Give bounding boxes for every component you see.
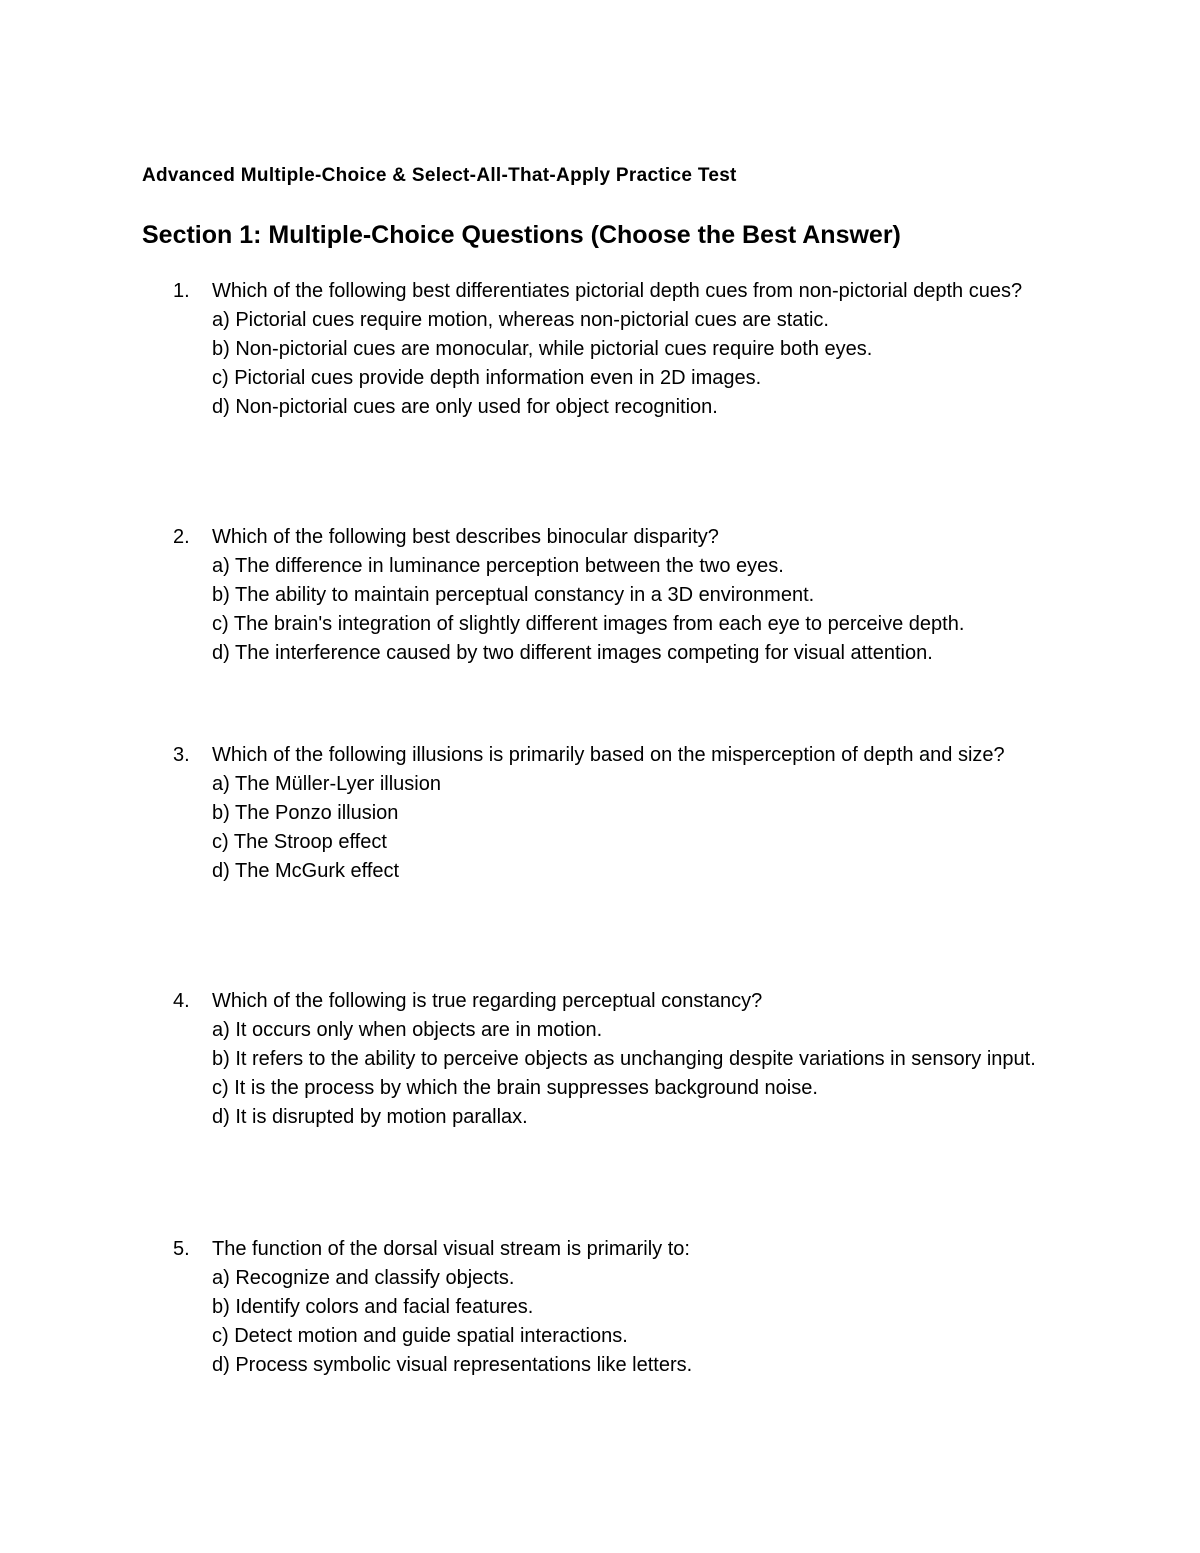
- section-heading: Section 1: Multiple-Choice Questions (Choose the Best Answer): [142, 221, 901, 249]
- question-body: [212, 277, 1062, 422]
- question-stem: The function of the dorsal visual stream is primarily to:: [212, 1238, 690, 1260]
- answer-option-b: b) The Ponzo illusion: [212, 802, 399, 824]
- answer-option-d: d) The McGurk effect: [212, 860, 400, 882]
- answer-option-a: a) It occurs only when objects are in motion.: [212, 1019, 603, 1041]
- question-body: [212, 1235, 1062, 1380]
- answer-option-b: b) The ability to maintain perceptual constancy in a 3D environment.: [212, 584, 815, 606]
- answer-option-a: a) Recognize and classify objects.: [212, 1267, 515, 1289]
- question-body: [212, 523, 1062, 668]
- answer-option-d: d) Process symbolic visual representations like letters.: [212, 1354, 693, 1376]
- answer-option-d: d) It is disrupted by motion parallax.: [212, 1106, 528, 1128]
- question-number: 5.: [173, 1238, 190, 1260]
- question-number: 1.: [173, 280, 190, 302]
- question-stem: Which of the following is true regarding perceptual constancy?: [212, 990, 763, 1012]
- answer-option-d: d) The interference caused by two different images competing for visual attention.: [212, 642, 933, 664]
- answer-option-a: a) Pictorial cues require motion, whereas non-pictorial cues are static.: [212, 309, 829, 331]
- answer-option-c: c) It is the process by which the brain suppresses background noise.: [212, 1077, 818, 1099]
- answer-option-c: c) The brain's integration of slightly different images from each eye to perceive depth.: [212, 613, 965, 635]
- question-number: 3.: [173, 744, 190, 766]
- answer-option-d: d) Non-pictorial cues are only used for object recognition.: [212, 396, 718, 418]
- answer-option-c: c) Pictorial cues provide depth information even in 2D images.: [212, 367, 762, 389]
- question-body: [212, 987, 1062, 1132]
- question-number: 4.: [173, 990, 190, 1012]
- answer-option-c: c) The Stroop effect: [212, 831, 387, 853]
- answer-option-b: b) It refers to the ability to perceive objects as unchanging despite variations in sensory input.: [212, 1048, 1036, 1070]
- question-body: [212, 741, 1062, 886]
- question-number: 2.: [173, 526, 190, 548]
- answer-option-c: c) Detect motion and guide spatial interactions.: [212, 1325, 628, 1347]
- answer-option-b: b) Identify colors and facial features.: [212, 1296, 534, 1318]
- document-title: Advanced Multiple-Choice & Select-All-That-Apply Practice Test: [142, 165, 737, 186]
- question-stem: Which of the following illusions is primarily based on the misperception of depth and size?: [212, 744, 1005, 766]
- question-stem: Which of the following best differentiates pictorial depth cues from non-pictorial depth cues?: [212, 280, 1023, 302]
- question-stem: Which of the following best describes binocular disparity?: [212, 526, 719, 548]
- answer-option-a: a) The Müller-Lyer illusion: [212, 773, 441, 795]
- answer-option-b: b) Non-pictorial cues are monocular, while pictorial cues require both eyes.: [212, 338, 873, 360]
- answer-option-a: a) The difference in luminance perception between the two eyes.: [212, 555, 784, 577]
